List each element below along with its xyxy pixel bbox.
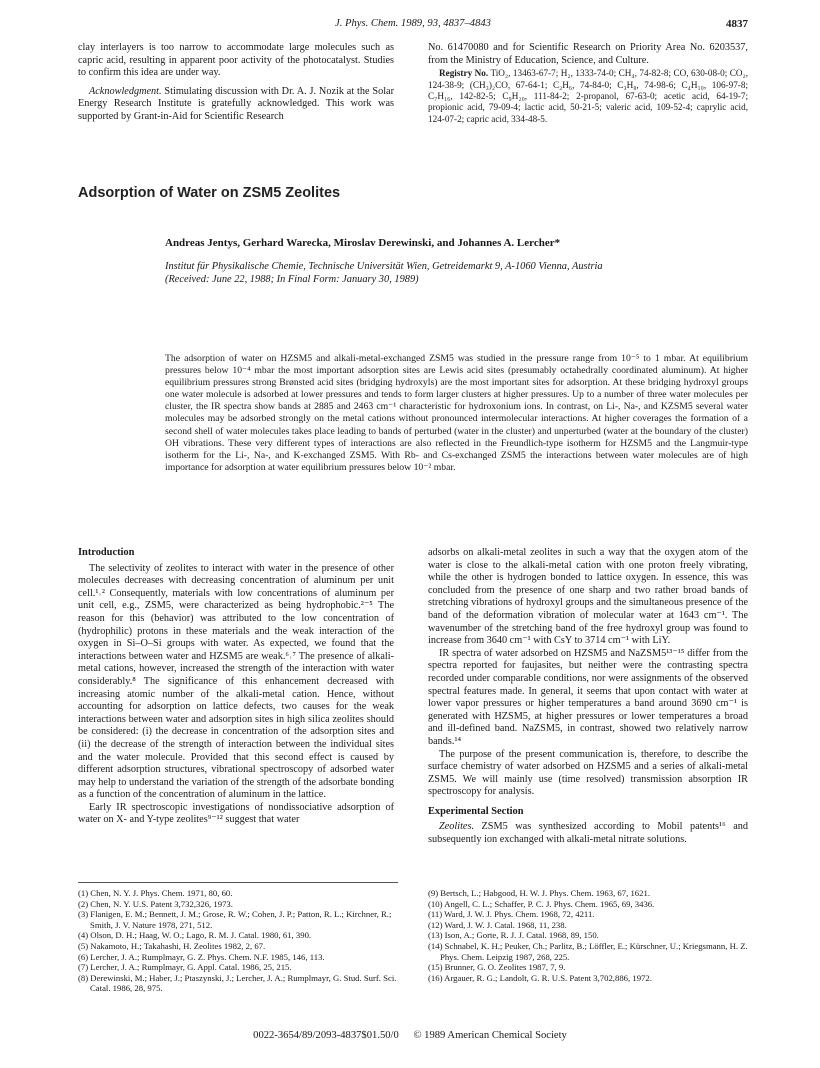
reference-item: (5) Nakamoto, H.; Takahashi, H. Zeolites 1982, 2, 67. [78,940,266,951]
body-right-column [428,547,748,847]
article-code: 0022-3654/89/2093-4837$01.50/0 [253,1030,399,1041]
references-right [428,882,748,983]
zeolites-label: Zeolites. [439,821,475,833]
body-left-column [78,547,394,827]
reference-item: (1) Chen, N. Y. J. Phys. Chem. 1971, 80, 60. [78,888,233,898]
journal-citation: J. Phys. Chem. 1989, 93, 4837–4843 [335,18,491,29]
introduction-heading: Introduction [78,547,135,558]
copyright: © 1989 American Chemical Society [413,1030,567,1041]
reference-item: (11) Ward, J. W. J. Phys. Chem. 1968, 72, 4211. [428,909,595,920]
page-number: 4837 [726,18,748,30]
intro-paragraph-1: The selectivity of zeolites to interact with water in the presence of other molecules decreases with decreasing concentration of aluminum per unit cell.¹˒² Consequently, materials with low concentrations of aluminum per unit cell, e.g., ZSM5, were characterized as being hydrophobic.²⁻⁵ The reason for this (behavior) was attributed to the low concentration of (hydrophilic) protons in these materials and the weak interaction of the oxygen in Si–O–Si groups with water. As expected, we found that the interactions between water and HZSM5 are weak.⁶˒⁷ The presence of alkali-metal cations, however, increased the strength of the interaction with water considerably.⁸ The significance of this enhancement decreased with increasing atomic number of the alkali-metal cation. Hence, without accounting for adsorption on lattice defects, two causes for the weak interactions between water and adsorption sites in high silica zeolites should be considered: (i) the decrease in concentration of the adsorption sites and (ii) the decrease of the strength of interaction between the individual sites and the water molecule. Provided that this second effect is caused by different adsorption structures, vibrational spectroscopy of adsorbed water may help to understand the variation of the strength of the adsorbate bonding as a function of the concentration of aluminum in the lattice. [78,562,394,801]
reference-item: (10) Angell, C. L.; Schaffer, P. C. J. Phys. Chem. 1965, 69, 3436. [428,898,655,909]
abstract [165,353,748,474]
page-footer [0,1030,820,1041]
intro-paragraph-2: Early IR spectroscopic investigations of nondissociative adsorption of water on X- and Y-type zeolites⁹⁻¹² suggest that water [78,801,394,826]
reference-item: (13) Ison, A.; Gorte, R. J. J. Catal. 1968, 89, 150. [428,930,599,941]
prev-article-left-column [78,42,394,124]
reference-item: (9) Bertsch, L.; Habgood, H. W. J. Phys. Chem. 1963, 67, 1621. [428,888,651,898]
experimental-text: ZSM5 was synthesized according to Mobil patents¹⁶ and subsequently ion exchanged with alkali-metal nitrate solutions. [428,821,748,846]
intro-paragraph-5: The purpose of the present communication is, therefore, to describe the surface chemistry of water adsorbed on HZSM5 and a series of alkali-metal ZSM5. We will mainly use (time resolved) transmission absorption IR spectroscopy for analysis. [428,748,748,798]
references-left [78,882,398,994]
reference-item: (4) Olson, D. H.; Haag, W. O.; Lago, R. M. J. Catal. 1980, 61, 390. [78,930,312,941]
intro-paragraph-3: adsorbs on alkali-metal zeolites in such a way that the oxygen atom of the water is close to the alkali-metal cation with one proton freely vibrating, while the other is hydrogen bonded to lattice oxygen. In essence, this was concluded from the presence of one sharp and two rather broad bands of stretching vibrations of hydroxyl groups and the simultaneous presence of the band of the deformation vibration of molecular water at 1643 cm⁻¹. The wavenumber of the stretching band of the free hydroxyl group was found to increase from 3640 cm⁻¹ with CsY to 3714 cm⁻¹ with LiY. [428,547,748,647]
acknowledgment-label: Acknowledgment. [89,85,162,97]
prev-article-right-column [428,42,748,125]
acknowledgment [78,86,394,124]
acknowledgment-text: Stimulating discussion with Dr. A. J. Nozik at the Solar Energy Research Institute is gratefully acknowledged. This work was supported by Grant-in-Aid for Scientific Research [78,85,394,122]
running-header [78,18,748,34]
prev-article-paragraph: clay interlayers is too narrow to accommodate large molecules such as capric acid, resulting in apparent poor activity of the photocatalyst. Studies to confirm this idea are under way. [78,42,394,79]
experimental-paragraph [428,821,748,846]
reference-item: (14) Schnabel, K. H.; Peuker, Ch.; Parlitz, B.; Löffler, E.; Kürschner, U.; Kriegsmann, H. Z. Phys. Chem. Leipzig 1987, 268, 225. [428,940,748,962]
article-title: Adsorption of Water on ZSM5 Zeolites [78,185,341,201]
reference-item: (15) Brunner, G. O. Zeolites 1987, 7, 9. [428,962,566,973]
reference-item: (16) Argauer, R. G.; Landolt, G. R. U.S. Patent 3,702,886, 1972. [428,972,652,983]
reference-item: (2) Chen, N. Y. U.S. Patent 3,732,326, 1973. [78,898,233,909]
reference-item: (8) Derewinski, M.; Haber, J.; Ptaszynski, J.; Lercher, J. A.; Rumplmayr, G. Stud. Surf. Sci. Catal. 1986, 28, 975. [78,972,397,994]
received-dates: (Received: June 22, 1988; In Final Form: January 30, 1989) [165,274,419,285]
affiliation-block [165,260,755,286]
article-authors: Andreas Jentys, Gerhard Warecka, Miroslav Derewinski, and Johannes A. Lercher* [165,237,561,249]
reference-item: (12) Ward, J. W. J. Catal. 1968, 11, 238. [428,919,567,930]
acknowledgment-continued: No. 61470080 and for Scientific Research on Priority Area No. 6203537, from the Ministry of Education, Science, and Culture. [428,42,748,66]
reference-item: (6) Lercher, J. A.; Rumplmayr, G. Z. Phys. Chem. N.F. 1985, 146, 113. [78,951,325,962]
registry-numbers [428,68,748,125]
intro-paragraph-4: IR spectra of water adsorbed on HZSM5 and NaZSM5¹³⁻¹⁵ differ from the spectra reported for faujasites, but neither were the contrasting spectra recorded under comparable conditions, nor were assignments of the observed spectral features made. In general, it seems that upon contact with water at lower vapor pressures or higher temperatures a band around 3690 cm⁻¹ is generated with HZSM5, at higher pressures or lower temperatures a broad and ill-defined band. NaZSM5, in contrast, showed two relatively narrow bands.¹⁴ [428,647,748,747]
abstract-text: The adsorption of water on HZSM5 and alkali-metal-exchanged ZSM5 was studied in the pressure range from 10⁻⁵ to 1 mbar. At equilibrium pressures below 10⁻⁴ mbar the most important adsorption sites are Lewis acid sites (presumably octahedrally coordinated aluminum). At higher equilibrium pressures strong Brønsted acid sites (bridging hydroxyls) are the most important sites for adsorption. At these bridging hydroxyl groups one water molecule is adsorbed at lower pressures and tends to form larger clusters at higher pressures. Up to a number of three water molecules per cluster, the IR spectra show bands at 2885 and 2463 cm⁻¹ characteristic for hydroxonium ions. In contrast, on Li-, Na-, and KZSM5 several water molecules may be adsorbed strongly on the metal cations without pronounced intermolecular interactions. At higher coverages the formation of a second shell of water molecules takes place leading to bands of perturbed (water in the cluster) and unperturbed (water at the boundary of the cluster) OH vibrations. These very different types of interactions are also reflected in the Freundlich-type isotherm for HZSM5 and the Langmuir-type isotherm for the Li-, Na-, and K-exchanged ZSM5. With Rb- and Cs-exchanged ZSM5 the interactions between water molecules are of high importance for adsorption at water equilibrium pressures below 10⁻² mbar. [165,353,748,473]
registry-text: TiO₂, 13463-67-7; H₂, 1333-74-0; CH₄, 74-82-8; CO, 630-08-0; CO₂, 124-38-9; (CH₃)₂CO, 67-64-1; C₂H₆, 74-84-0; C₃H₈, 74-98-6; C₄H₁₀, 106-97-8; C₇H₁₆, 142-82-5; C₉H₂₀, 111-84-2; 2-propanol, 67-63-0; acetic acid, 64-19-7; propionic acid, 79-09-4; lactic acid, 50-21-5; valeric acid, 109-52-4; caprylic acid, 124-07-2; capric acid, 334-48-5. [428,68,748,124]
registry-label: Registry No. [439,68,489,79]
experimental-heading: Experimental Section [428,805,524,817]
affiliation: Institut für Physikalische Chemie, Technische Universität Wien, Getreidemarkt 9, A-1060 Vienna, Austria [165,261,603,272]
reference-item: (7) Lercher, J. A.; Rumplmayr, G. Appl. Catal. 1986, 25, 215. [78,962,292,973]
reference-item: (3) Flanigen, E. M.; Bennett, J. M.; Grose, R. W.; Cohen, J. P.; Patton, R. L.; Kirchner, R.; Smith, J. V. Nature 1978, 271, 512. [78,909,392,930]
